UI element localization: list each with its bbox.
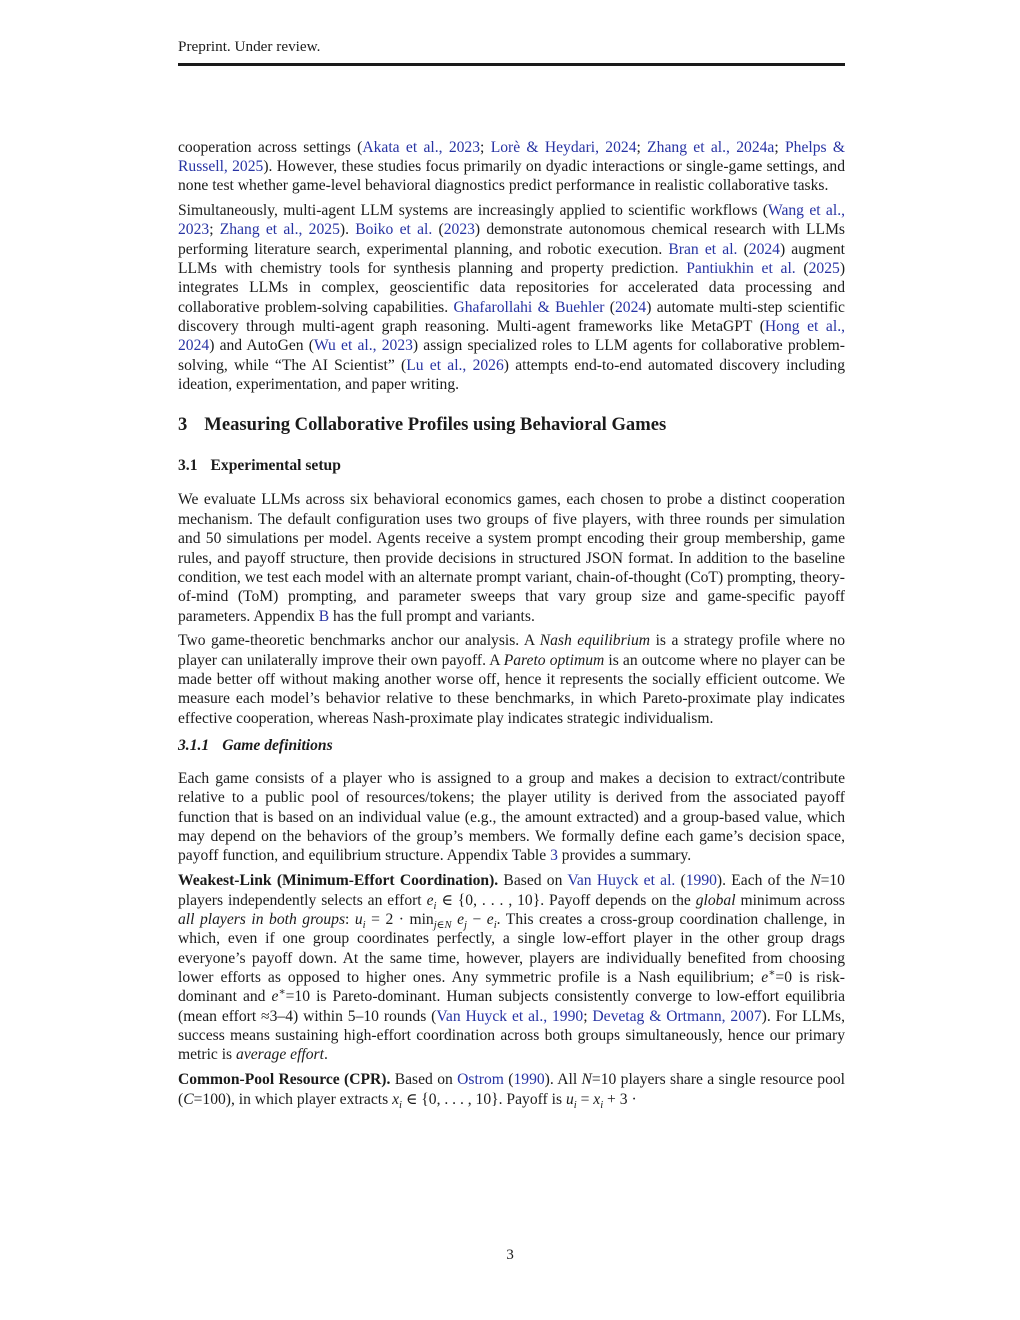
text-run: ∗ (768, 967, 776, 979)
text-run: x (593, 1090, 601, 1108)
text-run: Based on (498, 872, 568, 890)
text-run: . This creates a cross-group coordination challenge, in which, even if one group coordinates perfectly, a single low-effort player in the other group drags everyone’s payoff down. At the same time, however, players are individually benefited from choosing lower efforts as opposed to higher ones. Any symmetric profile is a Nash equilibrium; (178, 911, 845, 987)
text-run: ) attempts end-to-end automated discovery including ideation, experimentation, and paper writing. (178, 356, 845, 394)
header-rule (178, 63, 845, 66)
citation-link[interactable]: 3 (550, 847, 558, 865)
text-run: ). All (544, 1071, 582, 1089)
text-run: e (426, 891, 434, 909)
citation-link[interactable]: 1990 (685, 872, 717, 890)
text-run: e (457, 911, 465, 928)
text-run: N (581, 1071, 592, 1089)
heading-title: Game definitions (222, 737, 333, 755)
text-run: Weakest-Link (Minimum-Effort Coordination). (178, 872, 499, 890)
citation-link[interactable]: Hong et al., 2024 (178, 318, 845, 355)
text-run: x (392, 1090, 399, 1108)
text-run: is an outcome where no player can be made better off without making another worse off, hence it represents the socially efficient outcome. We measure each model’s behavior relative to these benchmarks, in which Pareto-proximate play indicates effective cooperation, whereas Nash-proximate play indicates strategic individualism. (178, 651, 845, 727)
text-run: average effort (236, 1046, 324, 1064)
heading-number: 3 (178, 414, 188, 436)
text-run: + 3 · (603, 1090, 637, 1108)
paragraph-benchmarks (178, 631, 845, 728)
citation-link[interactable]: 2024 (615, 298, 647, 316)
text-run: ; (774, 138, 785, 156)
citation-link[interactable]: Lu et al., 2026 (406, 356, 504, 374)
text-run: Each game consists of a player who is assigned to a group and makes a decision to extract/contribute relative to a public pool of resources/tokens; the player utility is derived from the associated payoff function that is based on an individual value (e.g., the amount extracted) and a group-based value, which may depend on the behaviors of the group’s members. We formally define each game’s decision space, payoff function, and equilibrium structure. Appendix Table (178, 770, 845, 865)
text-run: cooperation across settings ( (178, 138, 363, 156)
citation-link[interactable]: 1990 (513, 1071, 545, 1089)
text-run: ( (795, 260, 809, 278)
text-run: minimum across (735, 891, 845, 909)
heading-title: Measuring Collaborative Profiles using Behavioral Games (204, 414, 667, 436)
paragraph-experimental-setup (178, 490, 845, 625)
text-run: i (600, 1099, 604, 1111)
text-run: ). (339, 221, 356, 239)
text-run: ). For LLMs, success means sustaining high-effort coordination across both groups simultaneously, hence our primary metric is (178, 1007, 846, 1064)
text-run: ∗ (278, 987, 286, 999)
text-run: e (271, 988, 279, 1006)
text-run: global (695, 891, 736, 909)
text-run: e (761, 969, 769, 987)
paragraph-cpr (178, 1070, 845, 1109)
text-run: =10 players share a single resource pool ( (178, 1071, 846, 1108)
text-run: Two game-theoretic benchmarks anchor our analysis. A (178, 632, 540, 650)
citation-link[interactable]: Wu et al., 2023 (313, 337, 413, 355)
text-run: j (464, 920, 467, 932)
paragraph-game-definitions (178, 769, 845, 866)
heading-title: Experimental setup (210, 457, 341, 475)
heading-number: 3.1 (178, 457, 198, 475)
text-run: i (573, 1099, 577, 1111)
text-run: Common-Pool Resource (CPR). (178, 1071, 391, 1089)
text-run: ) augment LLMs with chemistry tools for synthesis planning and property prediction. (178, 240, 845, 278)
citation-link[interactable]: Wang et al., 2023 (178, 202, 845, 239)
text-run: = (576, 1090, 594, 1108)
section-heading-3 (178, 412, 845, 438)
text-run: − (466, 911, 487, 928)
citation-link[interactable]: B (318, 607, 330, 625)
citation-link[interactable]: 2023 (443, 221, 475, 239)
text-run: all players in both groups (178, 911, 346, 928)
text-run: j∈N (433, 920, 452, 932)
text-run: u (354, 911, 363, 928)
heading-number: 3.1.1 (178, 737, 210, 755)
text-run: ( (604, 298, 615, 316)
citation-link[interactable]: Ostrom (457, 1071, 504, 1089)
citation-link[interactable]: Boiko et al. (355, 221, 433, 239)
header-text: Preprint. Under review. (178, 38, 321, 55)
text-run: ). However, these studies focus primarily on dyadic interactions or single-game settings, and none test whether game-level behavioral diagnostics predict performance in realistic collaborative tasks. (178, 157, 845, 195)
paragraph-related-work-cooperation (178, 138, 845, 196)
citation-link[interactable]: Pantiukhin et al. (686, 260, 796, 278)
text-run: provides a summary. (557, 847, 692, 865)
text-run: is a strategy profile where no player can unilaterally improve their own payoff. A (178, 632, 846, 669)
citation-link[interactable]: Bran et al. (668, 240, 738, 258)
citation-link[interactable]: Van Huyck et al., 1990 (436, 1007, 584, 1025)
text-run: e (486, 911, 494, 928)
text-run: =10 is Pareto-dominant. Human subjects consistently converge to low-effort equilibria (mean effort ≈3–4) within 5–10 rounds ( (178, 988, 845, 1025)
text-run: i (362, 920, 366, 932)
text-run: We evaluate LLMs across six behavioral economics games, each chosen to probe a distinct cooperation mechanism. The default configuration uses two groups of five players, with three rounds per simulation and 50 simulations per model. Agents receive a system prompt encoding their group membership, game rules, and payoff structure, then provide decisions in structured JSON format. In addition to the baseline condition, we test each model with an alternate prompt variant, chain-of-thought (CoT) prompting, theory-of-mind (ToM) prompting, and parameter sweeps that vary group size and game-specific payoff parameters. Appendix (178, 491, 845, 625)
citation-link[interactable]: 2024 (748, 240, 780, 258)
citation-link[interactable]: Lorè & Heydari, 2024 (490, 138, 637, 156)
citation-link[interactable]: Zhang et al., 2025 (219, 221, 340, 239)
citation-link[interactable]: Van Huyck et al. (567, 872, 676, 890)
text-run: N (810, 872, 821, 890)
text-run: ; (583, 1007, 593, 1025)
citation-link[interactable]: 2025 (808, 260, 840, 278)
page-body (178, 138, 845, 1109)
text-run: ; (480, 138, 491, 156)
citation-link[interactable]: Zhang et al., 2024a (647, 138, 775, 156)
text-run: Nash equilibrium (539, 632, 651, 650)
text-run: i (493, 920, 497, 932)
text-run: ; (209, 221, 220, 239)
text-run: ; (636, 138, 648, 156)
text-run: ∈ {0, . . . , 10}. Payoff depends on the (436, 891, 696, 909)
text-run: ( (503, 1071, 514, 1089)
citation-link[interactable]: Ghafarollahi & Buehler (453, 298, 605, 316)
text-run: =0 is risk-dominant and (178, 969, 845, 1006)
text-run: ) and AutoGen ( (209, 337, 314, 355)
text-run: =10 players independently selects an effort (178, 872, 845, 909)
paragraph-weakest-link (178, 871, 845, 1064)
page-number: 3 (506, 1246, 514, 1263)
text-run: i (433, 900, 437, 912)
text-run: C (183, 1090, 194, 1108)
text-run: ( (432, 221, 444, 239)
text-run: u (565, 1090, 574, 1108)
text-run: ) assign specialized roles to LLM agents for collaborative problem-solving, while “The AI Scientist” ( (178, 337, 845, 374)
text-run: = 2 · min (365, 911, 434, 928)
subsection-heading-3-1 (178, 456, 845, 476)
subsubsection-heading-3-1-1 (178, 736, 845, 756)
citation-link[interactable]: Devetag & Ortmann, 2007 (592, 1007, 762, 1025)
text-run: ) integrates LLMs in complex, geoscientific data repositories for accelerated data processing and collaborative problem-solving capabilities. (178, 260, 846, 316)
text-run: Based on (390, 1071, 458, 1089)
text-run: ( (737, 240, 749, 258)
text-run: Simultaneously, multi-agent LLM systems are increasingly applied to scientific workflows ( (178, 202, 768, 220)
citation-link[interactable]: Akata et al., 2023 (362, 138, 481, 156)
text-run: ( (675, 872, 686, 890)
text-run: . (323, 1046, 328, 1064)
text-run: ∈ {0, . . . , 10}. Payoff is (401, 1090, 566, 1108)
paragraph-multiagent-workflows (178, 201, 845, 394)
citation-link[interactable]: Phelps & Russell, 2025 (178, 138, 846, 175)
page-header (178, 38, 845, 66)
text-run: ) demonstrate autonomous chemical research with LLMs performing literature search, experimental planning, and robotic execution. (178, 221, 846, 258)
text-run: has the full prompt and variants. (329, 607, 535, 625)
text-run: : (345, 911, 355, 928)
text-run: =100), in which player extracts (193, 1090, 393, 1108)
text-run: ). Each of the (716, 872, 811, 890)
text-run: i (399, 1099, 402, 1111)
text-run: ) automate multi-step scientific discovery through multi-agent graph reasoning. Multi-agent frameworks like MetaGPT ( (178, 298, 845, 336)
text-run: Pareto optimum (503, 651, 605, 669)
